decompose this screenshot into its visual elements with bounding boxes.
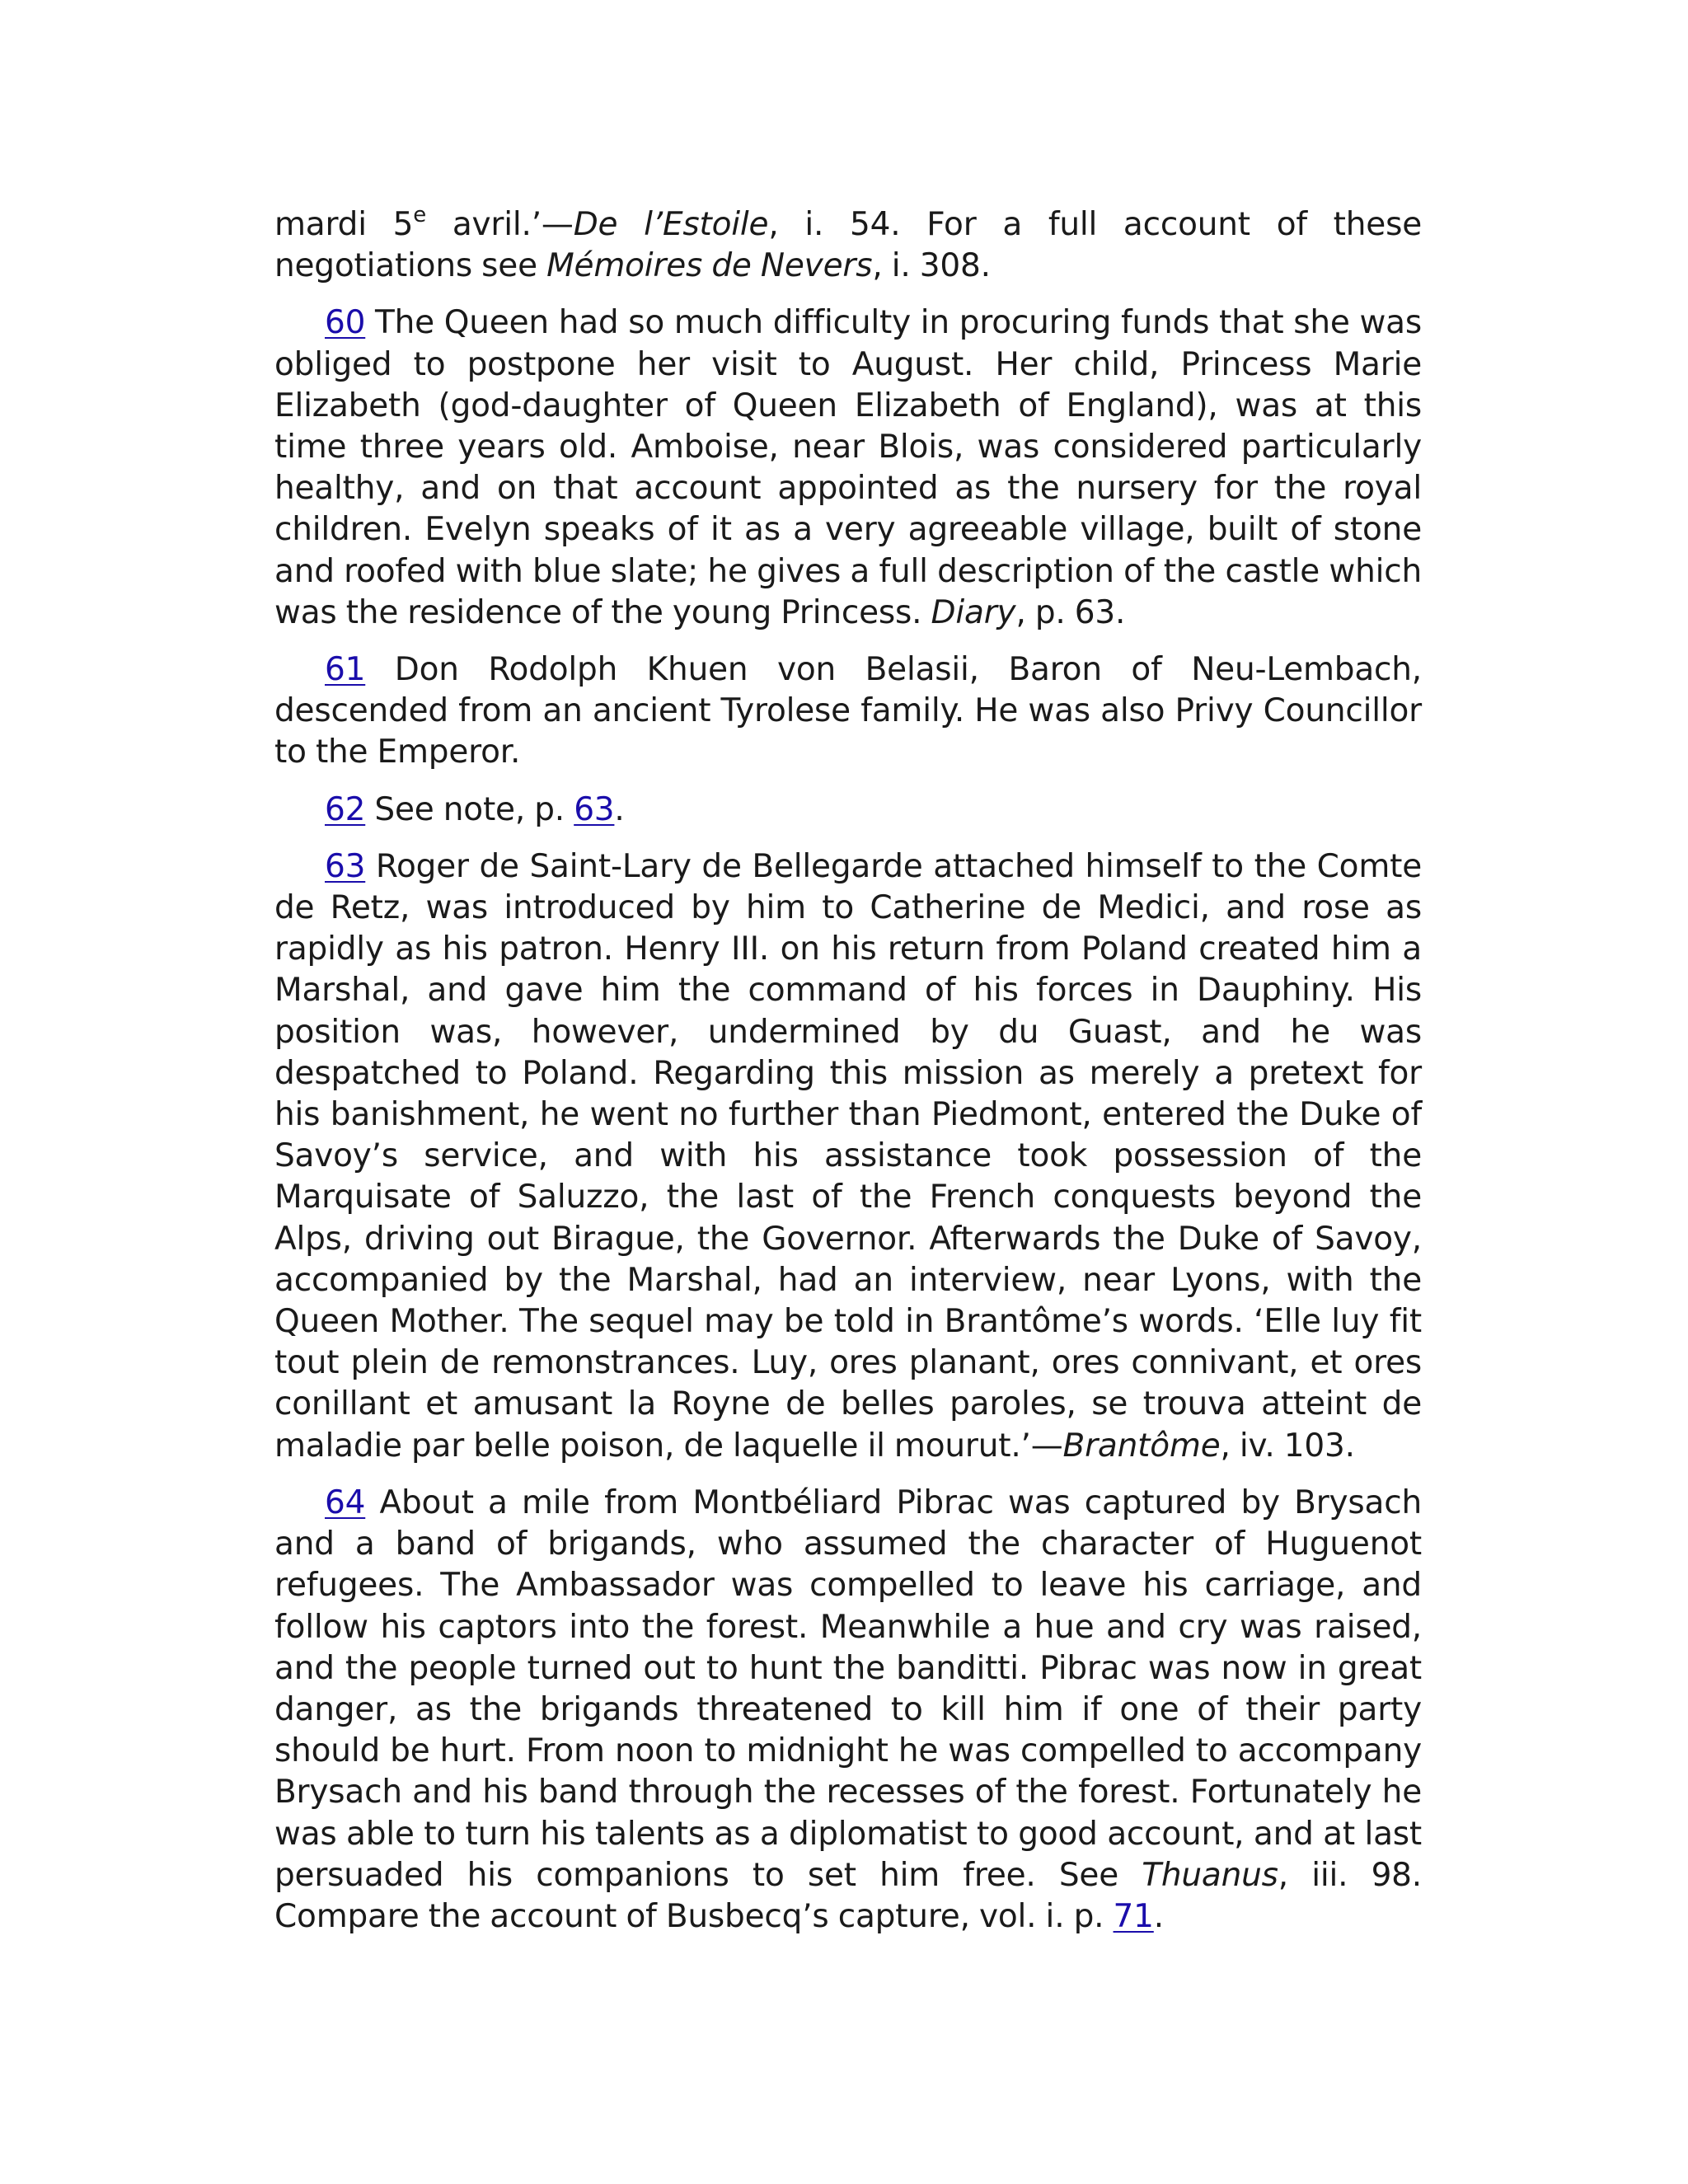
footnote-61-link[interactable]: 61	[325, 651, 366, 689]
footnote-60-link[interactable]: 60	[325, 304, 366, 342]
footnote-60: 60 The Queen had so much difficulty in procuring funds that she was obliged to postpone her visit to August. Her child, Princess Marie Elizabeth (god-daughter of Queen Elizabeth of England), was at this time three years old. Amboise, near Blois, was considered particularly healthy, and on that account appointed as the nursery for the royal children. Evelyn speaks of it as a very agreeable village, built of stone and roofed with blue slate; he gives a full description of the castle which was the residence of the young Princess. Diary, p. 63.	[274, 304, 1422, 631]
citation-de-lestoile: De l’Estoile	[573, 206, 769, 243]
citation-memoires-de-nevers: Mémoires de Nevers	[546, 247, 873, 285]
footnote-63-link[interactable]: 63	[325, 847, 366, 885]
footnote-63: 63 Roger de Saint-Lary de Bellegarde attached himself to the Comte de Retz, was introduced by him to Catherine de Medici, and rose as rapidly as his patron. Henry III. on his return from Poland created him a Marshal, and gave him the command of his forces in Dauphiny. His position was, however, undermined by du Guast, and he was despatched to Poland. Regarding this mission as merely a pretext for his banishment, he went no further than Piedmont, entered the Duke of Savoy’s service, and with his assistance took possession of the Marquisate of Saluzzo, the last of the French conquests beyond the Alps, driving out Birague, the Governor. Afterwards the Duke of Savoy, accompanied by the Marshal, had an interview, near Lyons, with the Queen Mother. The sequel may be told in Brantôme’s words. ‘Elle luy fit tout plein de remonstrances. Luy, ores planant, ores connivant, et ores conillant et amusant la Royne de belles paroles, se trouva atteint de maladie par belle poison, de laquelle il mourut.’—Brantôme, iv. 103.	[274, 847, 1422, 1465]
footnote-62: 62 See note, p. 63.	[325, 790, 625, 828]
footnote-62-link[interactable]: 62	[325, 790, 366, 828]
page-71-link[interactable]: 71	[1113, 1897, 1154, 1935]
footnote-64-link[interactable]: 64	[325, 1483, 366, 1521]
footnote-61: 61 Don Rodolph Khuen von Belasii, Baron of Neu-Lembach, descended from an ancient Tyrolese family. He was also Privy Councillor to the Emperor.	[274, 651, 1422, 771]
footnotes-page	[274, 204, 1422, 1938]
footnote-59-continuation: mardi 5e avril.’—De l’Estoile, i. 54. For a full account of these negotiations see Mémoires de Nevers, i. 308.	[274, 203, 1422, 285]
citation-diary: Diary	[931, 593, 1016, 631]
page-63-link[interactable]: 63	[574, 790, 615, 828]
footnote-64: 64 About a mile from Montbéliard Pibrac was captured by Brysach and a band of brigands, who assumed the character of Huguenot refugees. The Ambassador was compelled to leave his carriage, and follow his captors into the forest. Meanwhile a hue and cry was raised, and the people turned out to hunt the banditti. Pibrac was now in great danger, as the brigands threatened to kill him if one of their party should be hurt. From noon to midnight he was compelled to accompany Brysach and his band through the recesses of the forest. Fortunately he was able to turn his talents as a diplomatist to good account, and at last persuaded his companions to set him free. See Thuanus, iii. 98. Compare the account of Busbecq’s capture, vol. i. p. 71.	[274, 1483, 1422, 1935]
citation-brantome: Brantôme	[1062, 1427, 1221, 1465]
citation-thuanus: Thuanus	[1142, 1856, 1278, 1894]
